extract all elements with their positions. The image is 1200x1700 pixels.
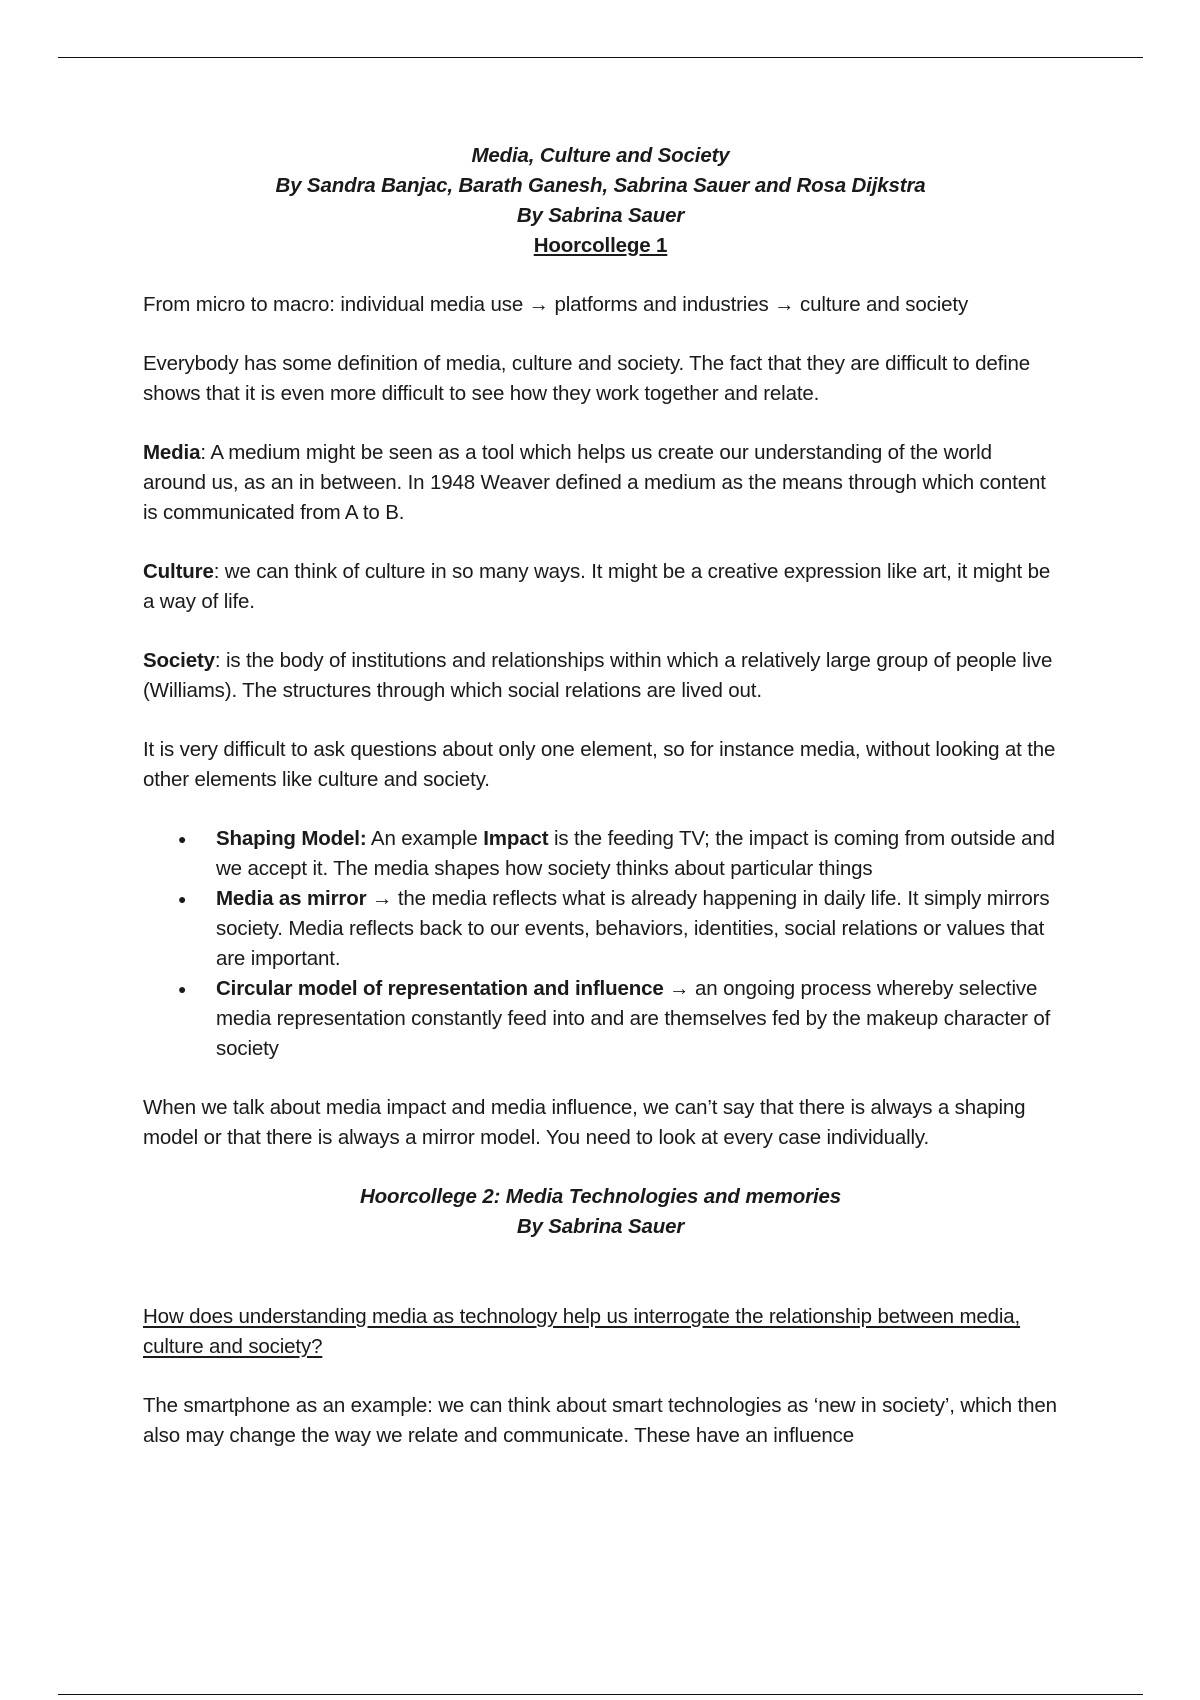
authors-line: By Sandra Banjac, Barath Ganesh, Sabrina Sauer and Rosa Dijkstra: [275, 174, 926, 197]
micro-macro-paragraph: From micro to macro: individual media use → platforms and industries → culture and society: [143, 293, 969, 316]
smartphone-paragraph: The smartphone as an example: we can think about smart technologies as ‘new in society’, which then also may change the way we relate and communicate. These have an influence: [143, 1394, 1057, 1447]
model-text: is the feeding TV; the impact is coming from outside and we accept it. The media shapes how society thinks about particular things: [216, 827, 1055, 880]
model-name: Shaping Model:: [216, 827, 367, 850]
term-culture-label: Culture: [143, 560, 214, 583]
section2-question: [143, 1302, 1058, 1362]
section2-author: By Sabrina Sauer: [516, 1215, 685, 1238]
term-media-paragraph: [143, 438, 1058, 528]
list-item: [178, 974, 1058, 1064]
bottom-rule: [58, 1694, 1143, 1695]
models-list: [143, 824, 1058, 1064]
term-society-label: Society: [143, 649, 215, 672]
bullet-icon: ●: [178, 831, 187, 847]
definitions-paragraph: Everybody has some definition of media, culture and society. The fact that they are difficult to define shows that it is even more difficult to see how they work together and relate.: [143, 352, 1031, 405]
document-body: [143, 141, 1058, 1480]
title-block: [143, 141, 1058, 261]
lecture-heading: Hoorcollege 1: [533, 234, 668, 257]
term-society-definition: : is the body of institutions and relationships within which a relatively large group of people live (Williams). The structures through which social relations are lived out.: [143, 649, 1053, 702]
model-pre: An example: [366, 827, 484, 850]
term-media-label: Media: [143, 441, 201, 464]
term-media-definition: : A medium might be seen as a tool which helps us create our understanding of the world around us, as an in between. In 1948 Weaver defined a medium as the means through which content is communicated from A to B.: [143, 441, 1046, 524]
term-society-paragraph: [143, 646, 1058, 706]
list-item: [178, 884, 1058, 974]
question-text: How does understanding media as technology help us interrogate the relationship between media, culture and society?: [143, 1305, 1021, 1358]
model-text: an ongoing process whereby selective media representation constantly feed into and are themselves fed by the makeup character of society: [216, 977, 1051, 1060]
section2-title-block: [143, 1182, 1058, 1242]
document-title: Media, Culture and Society: [471, 144, 730, 167]
list-item: [178, 824, 1058, 884]
term-culture-paragraph: [143, 557, 1058, 617]
model-text: the media reflects what is already happening in daily life. It simply mirrors society. Media reflects back to our events, behaviors, identities, social relations or values that are important.: [216, 887, 1050, 970]
model-name: Circular model of representation and influence →: [216, 977, 690, 1000]
top-rule: [58, 57, 1143, 58]
section2-title: Hoorcollege 2: Media Technologies and memories: [359, 1185, 842, 1208]
model-bold-term: Impact: [483, 827, 549, 850]
difficulty-paragraph: It is very difficult to ask questions about only one element, so for instance media, without looking at the other elements like culture and society.: [143, 738, 1056, 791]
author-line: By Sabrina Sauer: [516, 204, 685, 227]
bullet-icon: ●: [178, 981, 187, 997]
bullet-icon: ●: [178, 891, 187, 907]
conclusion-paragraph: When we talk about media impact and media influence, we can’t say that there is always a shaping model or that there is always a mirror model. You need to look at every case individually.: [143, 1096, 1026, 1149]
model-name: Media as mirror →: [216, 887, 393, 910]
term-culture-definition: : we can think of culture in so many ways. It might be a creative expression like art, it might be a way of life.: [143, 560, 1051, 613]
